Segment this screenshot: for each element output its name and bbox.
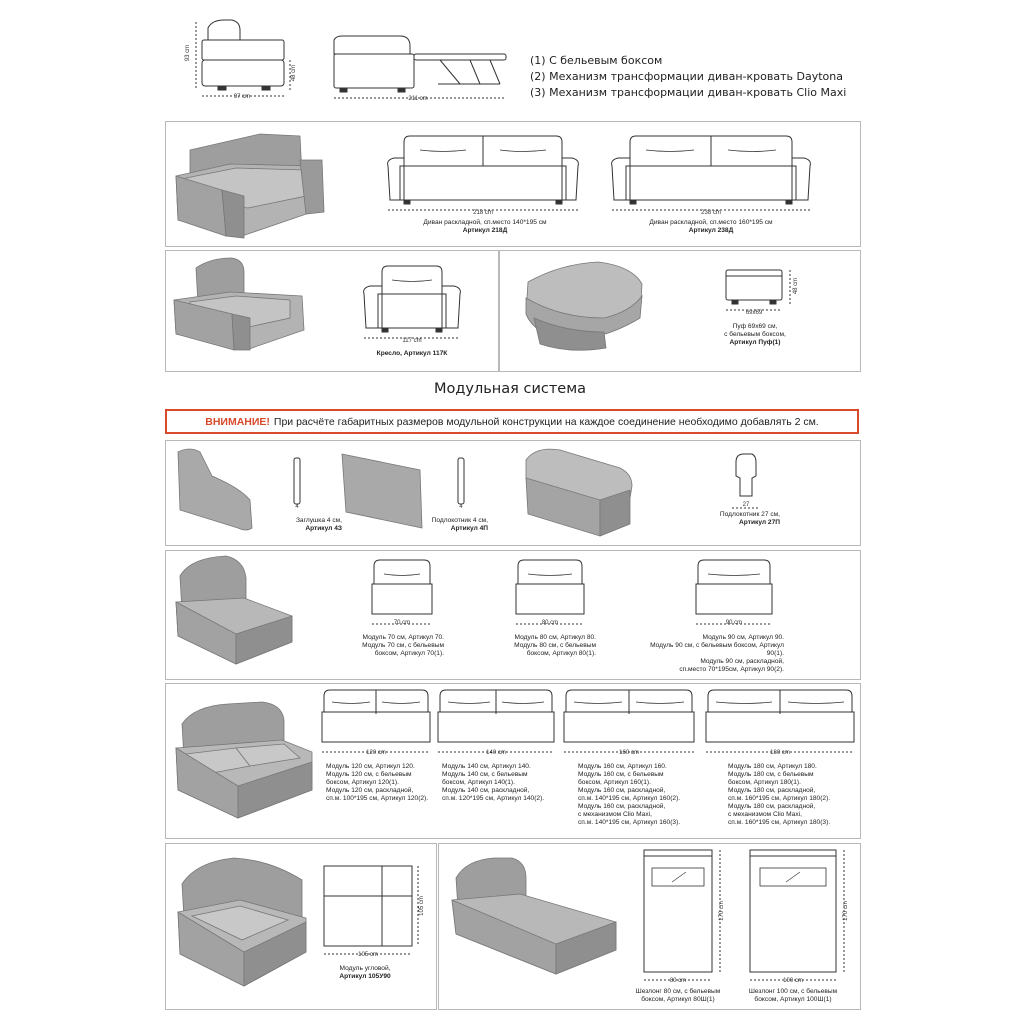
module-140-caption-line-3: боксом, Артикул 140(1).	[442, 779, 515, 786]
module-90-caption-line-2: Модуль 90 см, с бельевым боксом, Артикул 90(1).	[650, 642, 784, 657]
module-160-caption-line-3: боксом, Артикул 160(1).	[578, 779, 651, 786]
module-140-caption-line-1: Модуль 140 см, Артикул 140.	[442, 763, 531, 770]
chaise-100-caption	[730, 988, 856, 1004]
arm4-caption-line-1: Подлокотник 4 см,	[431, 517, 488, 524]
module-80-caption-line-1: Модуль 80 см, Артикул 80.	[514, 634, 596, 641]
module-160-caption-line-7: с механизмом Clio Maxi,	[578, 811, 652, 818]
chaise-100-caption-line-2: боксом, Артикул 100Ш(1)	[754, 996, 832, 1003]
dim-seat-height: 48 cm	[291, 64, 297, 82]
chaise-100-dim-height: 170 cm	[843, 901, 849, 921]
arm27-caption-line-1: Подлокотник 27 см,	[719, 511, 780, 518]
warning-text: При расчёте габаритных размеров модульной конструкции на каждое соединение необходимо добавлять 2 см.	[273, 415, 819, 428]
module-80-caption-line-3: боксом, Артикул 80(1).	[526, 650, 596, 657]
module-180-caption-line-6: Модуль 180 см, раскладной,	[728, 803, 816, 810]
corner-caption-line-1: Модуль угловой,	[339, 965, 391, 972]
sofa-218-dim: 218 cm	[473, 210, 493, 216]
module-160-caption-line-6: Модуль 160 см, раскладной,	[578, 803, 666, 810]
pouf-caption-line-1: Пуф 69х69 см,	[732, 323, 778, 330]
module-70-dim: 70 cm	[393, 620, 411, 626]
module-180-caption-line-4: Модуль 180 см, раскладной,	[728, 787, 816, 794]
corner-dim-width: 105 cm	[358, 952, 378, 958]
pouf-dim-height: 48 cm	[793, 277, 799, 295]
module-120-dim: 120 cm	[366, 750, 386, 756]
warning-label: ВНИМАНИЕ!	[205, 415, 270, 428]
module-120-caption-line-4: Модуль 120 см, раскладной,	[326, 787, 414, 794]
arm4-caption-line-2: Артикул 4П	[450, 525, 488, 532]
module-180-caption-line-5: сп.м. 160*195 см, Артикул 180(2).	[728, 795, 831, 802]
legend-line-2: (2) Механизм трансформации диван-кровать Daytona	[530, 70, 843, 83]
plug-caption-line-1: Заглушка 4 см,	[295, 517, 342, 524]
pouf-dim-width: 69x69	[745, 310, 763, 316]
module-80-caption-line-2: Модуль 80 см, с бельевым	[514, 642, 596, 649]
module-180-caption-line-1: Модуль 180 см, Артикул 180.	[728, 763, 817, 770]
plug-dim: 4	[295, 504, 299, 510]
module-120-caption-line-3: боксом, Артикул 120(1).	[326, 779, 399, 786]
module-160-caption-line-5: сп.м. 140*195 см, Артикул 160(2).	[578, 795, 681, 802]
sofa-238-dim: 238 cm	[701, 210, 721, 216]
module-160-dim: 160 cm	[619, 750, 639, 756]
chaise-80-dim-width: 80 cm	[669, 978, 687, 984]
arm27-dim: 27	[742, 502, 750, 508]
module-180-caption-line-7: с механизмом Clio Maxi,	[728, 811, 802, 818]
module-180-caption-line-8: сп.м. 160*195 см, Артикул 180(3).	[728, 819, 831, 826]
module-180-caption-line-2: Модуль 180 см, с бельевым	[728, 771, 814, 778]
sofa-218-caption-line-1: Диван раскладной, сп.место 140*195 см	[423, 219, 547, 226]
arm4-dim: 4	[459, 504, 463, 510]
module-160-caption-line-4: Модуль 160 см, раскладной,	[578, 787, 666, 794]
module-70-caption-line-2: Модуль 70 см, с бельевым	[362, 642, 444, 649]
chaise-100-caption-line-1: Шезлонг 100 см, с бельевым	[748, 988, 838, 995]
module-90-caption-line-1: Модуль 90 см, Артикул 90.	[702, 634, 784, 641]
sofa-238-caption-line-1: Диван раскладной, сп.место 160*195 см	[649, 219, 773, 226]
module-90-dim: 90 cm	[725, 620, 743, 626]
dim-open-length: 211 cm	[408, 96, 428, 102]
module-140-caption-line-4: Модуль 140 см, раскладной,	[442, 787, 530, 794]
sofa-238-caption-line-2: Артикул 238Д	[688, 227, 734, 234]
section-title: Модульная система	[433, 381, 587, 397]
chaise-80-caption	[616, 988, 740, 1004]
chaise-100-dim-width: 100 cm	[783, 978, 803, 984]
module-180-dim: 180 cm	[770, 750, 790, 756]
armchair-dim: 117 cm	[402, 338, 422, 344]
pouf-caption-line-2: с бельевым боксом,	[724, 331, 786, 338]
sofa-218-caption-line-2: Артикул 218Д	[462, 227, 508, 234]
module-160-caption-line-1: Модуль 160 см, Артикул 160.	[578, 763, 667, 770]
module-70-caption-line-3: боксом, Артикул 70(1).	[374, 650, 444, 657]
plug-caption-line-2: Артикул 4З	[305, 525, 342, 532]
chaise-80-caption-line-2: боксом, Артикул 80Ш(1)	[641, 996, 715, 1003]
module-90-caption-line-4: сп.место 70*195см, Артикул 90(2).	[679, 666, 784, 673]
module-160-caption-line-2: Модуль 160 см, с бельевым	[578, 771, 664, 778]
armchair-caption: Кресло, Артикул 117К	[376, 350, 448, 357]
module-140-caption-line-5: сп.м. 120*195 см, Артикул 140(2).	[442, 795, 545, 802]
pouf-caption-line-3: Артикул Пуф(1)	[729, 339, 781, 346]
module-140-caption-line-2: Модуль 140 см, с бельевым	[442, 771, 528, 778]
chaise-80-caption-line-1: Шезлонг 80 см, с бельевым	[635, 988, 721, 995]
module-140-dim: 140 cm	[486, 750, 506, 756]
module-120-caption-line-5: сп.м. 100*195 см, Артикул 120(2).	[326, 795, 429, 802]
chaise-80-dim-height: 170 cm	[719, 901, 725, 921]
module-80-dim: 80 cm	[541, 620, 559, 626]
module-160-caption-line-8: сп.м. 140*195 см, Артикул 160(3).	[578, 819, 681, 826]
module-90-caption-line-3: Модуль 90 см, раскладной,	[700, 658, 784, 665]
module-180-caption-line-3: боксом, Артикул 180(1).	[728, 779, 801, 786]
module-70-caption-line-1: Модуль 70 см, Артикул 70.	[362, 634, 444, 641]
corner-dim-height: 105 cm	[419, 896, 425, 916]
module-120-caption-line-2: Модуль 120 см, с бельевым	[326, 771, 412, 778]
legend-line-3: (3) Механизм трансформации диван-кровать Clio Maxi	[530, 86, 847, 99]
corner-caption-line-2: Артикул 105У90	[339, 973, 391, 980]
dim-depth: 97 cm	[233, 94, 251, 100]
module-120-caption-line-1: Модуль 120 см, Артикул 120.	[326, 763, 415, 770]
arm27-caption-line-2: Артикул 27П	[739, 519, 780, 526]
legend-line-1: (1) С бельевым боксом	[530, 54, 663, 67]
dim-height: 93 cm	[185, 44, 191, 62]
